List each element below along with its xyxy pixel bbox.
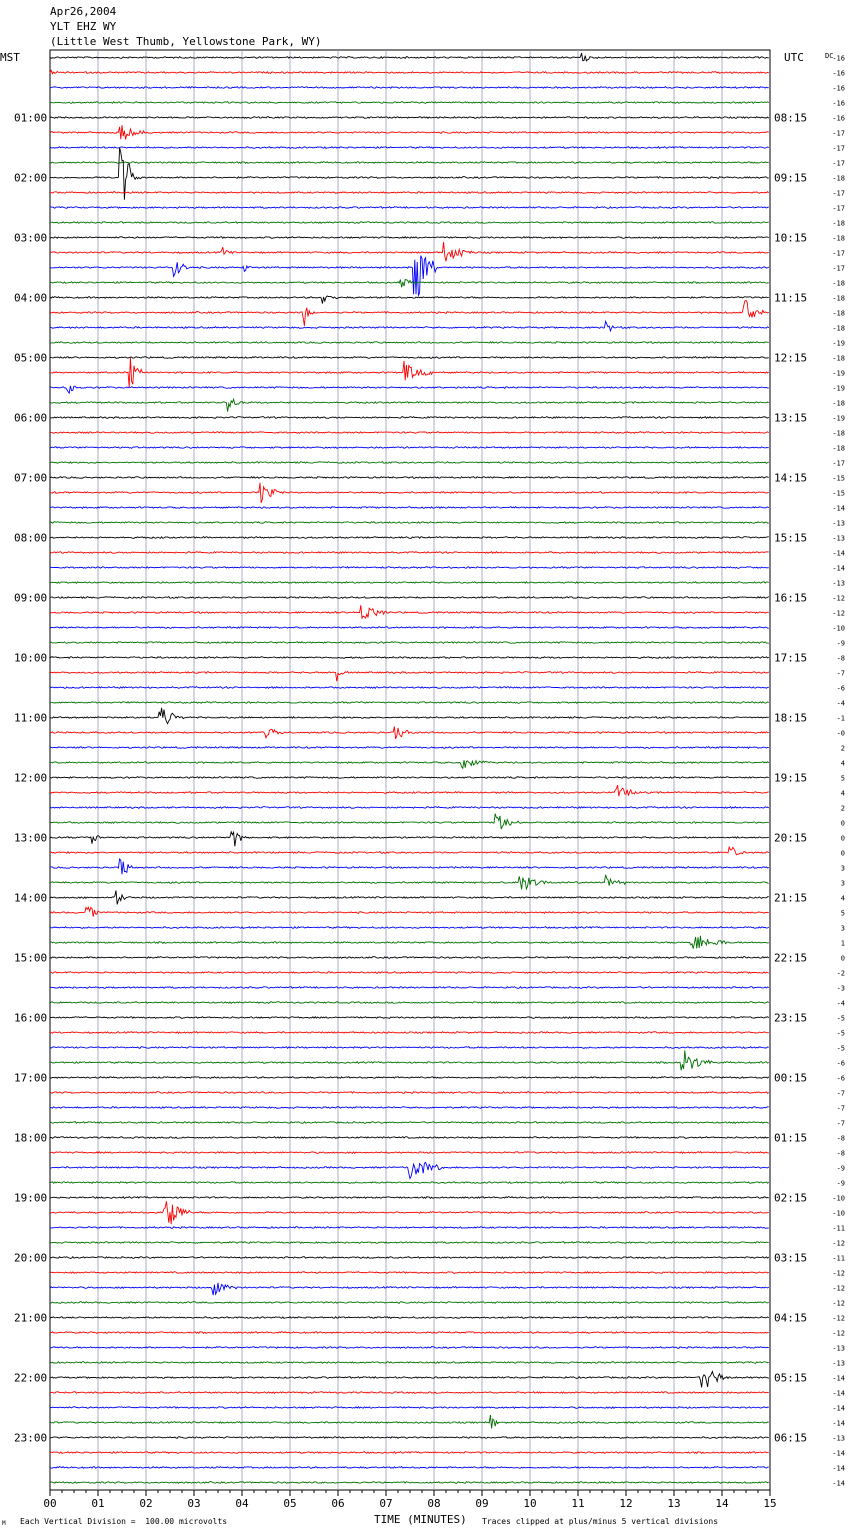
- scale-note: Each Vertical Division = 100.00 microvolts: [20, 1517, 228, 1526]
- dc-offset-label: 5: [840, 909, 845, 918]
- dc-offset-label: -8: [836, 1149, 845, 1158]
- dc-offset-label: 2: [840, 744, 845, 753]
- x-tick-label: 02: [139, 1497, 153, 1510]
- dc-offset-label: 3: [840, 864, 845, 873]
- utc-hour-label: 01:15: [774, 1131, 808, 1145]
- dc-offset-label: -14: [832, 1449, 845, 1458]
- dc-offset-label: -9: [836, 1179, 845, 1188]
- mst-hour-label: 07:00: [14, 471, 48, 485]
- dc-offset-label: -18: [832, 219, 845, 228]
- utc-hour-label: 23:15: [774, 1011, 808, 1025]
- x-axis-title: TIME (MINUTES): [374, 1513, 467, 1526]
- mst-hour-label: 15:00: [14, 951, 48, 965]
- dc-offset-label: 3: [840, 879, 845, 888]
- mst-hour-label: 19:00: [14, 1191, 48, 1205]
- dc-offset-label: -5: [836, 1044, 845, 1053]
- utc-axis-label: UTC: [784, 51, 804, 64]
- mst-hour-label: 01:00: [14, 111, 48, 125]
- dc-offset-label: -16: [832, 54, 845, 63]
- x-tick-label: 08: [427, 1497, 441, 1510]
- dc-offset-label: -18: [832, 309, 845, 318]
- dc-offset-label: -17: [832, 264, 845, 273]
- dc-offset-label: -7: [836, 669, 845, 678]
- dc-offset-label: -10: [832, 1209, 845, 1218]
- dc-offset-label: 0: [840, 819, 845, 828]
- dc-offset-label: -18: [832, 234, 845, 243]
- utc-hour-label: 08:15: [774, 111, 808, 125]
- dc-offset-label: -19: [832, 384, 845, 393]
- dc-offset-label: -14: [832, 504, 845, 513]
- utc-hour-label: 21:15: [774, 891, 808, 905]
- dc-offset-label: -18: [832, 174, 845, 183]
- dc-offset-label: -13: [832, 1344, 845, 1353]
- x-tick-label: 07: [379, 1497, 393, 1510]
- x-tick-label: 06: [331, 1497, 345, 1510]
- dc-offset-label: -12: [832, 1329, 845, 1338]
- dc-offset-label: -18: [832, 444, 845, 453]
- mst-hour-label: 23:00: [14, 1431, 48, 1445]
- mst-hour-label: 21:00: [14, 1311, 48, 1325]
- utc-hour-label: 09:15: [774, 171, 808, 185]
- utc-hour-label: 10:15: [774, 231, 808, 245]
- dc-offset-label: -17: [832, 459, 845, 468]
- dc-offset-label: -14: [832, 1479, 845, 1488]
- dc-offset-label: -16: [832, 84, 845, 93]
- dc-offset-label: -13: [832, 1359, 845, 1368]
- x-axis-ticks: [43, 1490, 776, 1510]
- dc-offset-label: -18: [832, 399, 845, 408]
- dc-offset-label: 2: [840, 804, 845, 813]
- dc-offset-label: -12: [832, 1269, 845, 1278]
- dc-offset-label: -6: [836, 684, 845, 693]
- dc-offset-label: -14: [832, 564, 845, 573]
- dc-offset-label: -11: [832, 1224, 845, 1233]
- dc-offset-label: -19: [832, 369, 845, 378]
- mst-hour-label: 17:00: [14, 1071, 48, 1085]
- utc-hour-label: 05:15: [774, 1371, 808, 1385]
- mst-axis-label: MST: [0, 51, 20, 64]
- mst-hour-label: 12:00: [14, 771, 48, 785]
- mst-hour-label: 14:00: [14, 891, 48, 905]
- dc-offset-label: -8: [836, 654, 845, 663]
- mst-hour-label: 16:00: [14, 1011, 48, 1025]
- dc-offset-label: 0: [840, 954, 845, 963]
- dc-offset-label: -19: [832, 339, 845, 348]
- dc-offset-label: -1: [836, 714, 845, 723]
- dc-offset-label: -13: [832, 519, 845, 528]
- header-location: (Little West Thumb, Yellowstone Park, WY): [50, 35, 322, 48]
- utc-hour-label: 00:15: [774, 1071, 808, 1085]
- dc-offset-label: -17: [832, 189, 845, 198]
- dc-offset-label: -12: [832, 609, 845, 618]
- x-tick-label: 03: [187, 1497, 201, 1510]
- plot-frame: [50, 50, 770, 1490]
- x-tick-label: 10: [523, 1497, 537, 1510]
- dc-offset-label: -17: [832, 159, 845, 168]
- dc-offset-label: 0: [840, 849, 845, 858]
- dc-offset-label: -16: [832, 69, 845, 78]
- utc-hour-label: 02:15: [774, 1191, 808, 1205]
- mst-hour-label: 13:00: [14, 831, 48, 845]
- dc-offset-label: -18: [832, 429, 845, 438]
- utc-hour-label: 17:15: [774, 651, 808, 665]
- dc-offset-label: -7: [836, 1104, 845, 1113]
- dc-offset-label: -13: [832, 534, 845, 543]
- dc-offset-label: -14: [832, 1404, 845, 1413]
- dc-offset-label: 4: [840, 759, 845, 768]
- mst-hour-label: 05:00: [14, 351, 48, 365]
- dc-offset-label: 1: [840, 939, 845, 948]
- dc-offset-label: -11: [832, 1254, 845, 1263]
- dc-offset-label: -12: [832, 1284, 845, 1293]
- x-tick-label: 01: [91, 1497, 105, 1510]
- mst-hour-label: 04:00: [14, 291, 48, 305]
- x-tick-label: 13: [667, 1497, 681, 1510]
- dc-offset-label: -19: [832, 414, 845, 423]
- utc-hour-label: 03:15: [774, 1251, 808, 1265]
- header-date: Apr26,2004: [50, 5, 117, 18]
- dc-offset-label: -12: [832, 1314, 845, 1323]
- dc-offset-label: -3: [836, 984, 845, 993]
- mst-hour-label: 20:00: [14, 1251, 48, 1265]
- utc-hour-label: 18:15: [774, 711, 808, 725]
- dc-offset-label: -7: [836, 1119, 845, 1128]
- dc-offset-label: -14: [832, 1419, 845, 1428]
- dc-offset-label: -7: [836, 1089, 845, 1098]
- dc-offset-label: -10: [832, 624, 845, 633]
- mst-hour-label: 08:00: [14, 531, 48, 545]
- dc-offset-label: -18: [832, 354, 845, 363]
- dc-offset-label: -4: [836, 999, 845, 1008]
- dc-offset-label: 4: [840, 789, 845, 798]
- dc-offset-label: -17: [832, 144, 845, 153]
- dc-offset-label: -18: [832, 294, 845, 303]
- x-tick-label: 04: [235, 1497, 249, 1510]
- mst-hour-label: 02:00: [14, 171, 48, 185]
- mst-hour-label: 10:00: [14, 651, 48, 665]
- x-tick-label: 05: [283, 1497, 297, 1510]
- dc-offset-label: -2: [836, 969, 845, 978]
- dc-offset-label: -5: [836, 1014, 845, 1023]
- dc-column-label: DC: [825, 52, 834, 60]
- dc-offset-label: -12: [832, 594, 845, 603]
- dc-offset-label: -18: [832, 279, 845, 288]
- dc-offset-labels: [832, 55, 845, 1488]
- dc-offset-label: 5: [840, 774, 845, 783]
- dc-offset-label: -17: [832, 129, 845, 138]
- utc-hour-label: 12:15: [774, 351, 808, 365]
- dc-offset-label: -12: [832, 1299, 845, 1308]
- mst-hour-label: 06:00: [14, 411, 48, 425]
- dc-offset-label: -13: [832, 579, 845, 588]
- dc-offset-label: -9: [836, 639, 845, 648]
- dc-offset-label: -17: [832, 204, 845, 213]
- dc-offset-label: -14: [832, 1389, 845, 1398]
- utc-hour-label: 06:15: [774, 1431, 808, 1445]
- dc-offset-label: -12: [832, 1239, 845, 1248]
- x-tick-label: 00: [43, 1497, 57, 1510]
- dc-offset-label: -18: [832, 324, 845, 333]
- utc-hour-label: 04:15: [774, 1311, 808, 1325]
- dc-offset-label: -14: [832, 1374, 845, 1383]
- utc-hour-label: 22:15: [774, 951, 808, 965]
- header-station: YLT EHZ WY: [50, 20, 117, 33]
- dc-offset-label: -16: [832, 99, 845, 108]
- dc-offset-label: -14: [832, 549, 845, 558]
- dc-offset-label: -13: [832, 1434, 845, 1443]
- dc-offset-label: 4: [840, 894, 845, 903]
- dc-offset-label: -15: [832, 489, 845, 498]
- utc-hour-label: 13:15: [774, 411, 808, 425]
- dc-offset-label: -6: [836, 1074, 845, 1083]
- x-tick-label: 14: [715, 1497, 729, 1510]
- dc-offset-label: -10: [832, 1194, 845, 1203]
- mst-hour-label: 11:00: [14, 711, 48, 725]
- utc-hour-label: 16:15: [774, 591, 808, 605]
- dc-offset-label: -9: [836, 1164, 845, 1173]
- dc-offset-label: -16: [832, 114, 845, 123]
- utc-hour-label: 11:15: [774, 291, 808, 305]
- utc-hour-label: 20:15: [774, 831, 808, 845]
- x-tick-label: 11: [571, 1497, 585, 1510]
- dc-offset-label: -0: [836, 729, 845, 738]
- dc-offset-label: -5: [836, 1029, 845, 1038]
- x-tick-label: 15: [763, 1497, 777, 1510]
- utc-hour-label: 15:15: [774, 531, 808, 545]
- dc-offset-label: -8: [836, 1134, 845, 1143]
- mst-hour-label: 03:00: [14, 231, 48, 245]
- dc-offset-label: -4: [836, 699, 845, 708]
- mst-hour-label: 18:00: [14, 1131, 48, 1145]
- dc-offset-label: -15: [832, 474, 845, 483]
- corner-mark: M: [2, 1520, 6, 1527]
- utc-hour-label: 19:15: [774, 771, 808, 785]
- dc-offset-label: -6: [836, 1059, 845, 1068]
- dc-offset-label: 3: [840, 924, 845, 933]
- x-tick-label: 09: [475, 1497, 489, 1510]
- x-tick-label: 12: [619, 1497, 633, 1510]
- mst-hour-label: 09:00: [14, 591, 48, 605]
- clip-note: Traces clipped at plus/minus 5 vertical divisions: [482, 1517, 719, 1526]
- mst-hour-label: 22:00: [14, 1371, 48, 1385]
- dc-offset-label: -14: [832, 1464, 845, 1473]
- dc-offset-label: -17: [832, 249, 845, 258]
- dc-offset-label: 0: [840, 834, 845, 843]
- utc-hour-label: 14:15: [774, 471, 808, 485]
